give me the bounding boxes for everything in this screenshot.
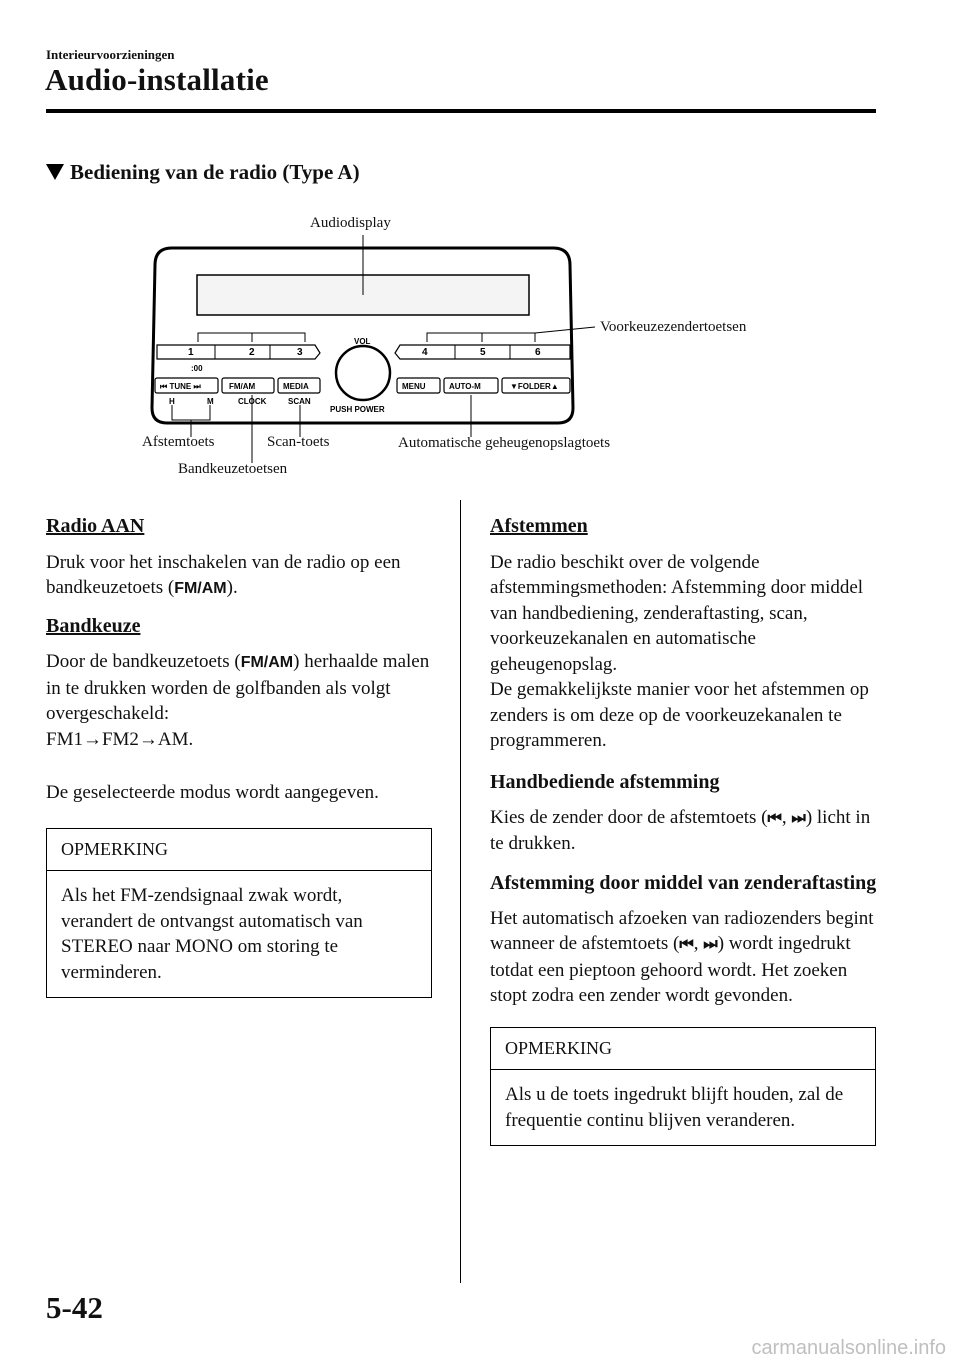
callout-band-buttons: Bandkeuzetoetsen [178,461,288,477]
seek-forward-icon: ⏭ [791,809,806,827]
triangle-icon [46,164,64,180]
fmam-key: FM/AM [174,580,227,597]
preset-3-label: 3 [297,347,303,358]
note-box-right [490,1027,876,1147]
preset-1-label: 1 [188,347,194,358]
band-mode-text: De geselecteerde modus wordt aangegeven. [46,782,379,803]
tune-text-2: De gemakkelijkste manier voor het afstemmen op zenders is om deze op de voorkeuzekanalen te programmeren. [490,679,869,751]
callout-audiodisplay: Audiodisplay [310,215,391,231]
column-divider [460,500,461,1283]
band-title: Bandkeuze [46,614,141,637]
band-sequence: FM1→FM2→AM. [46,728,194,750]
seek-tune-title: Afstemming door middel van zenderaftasting [490,871,877,894]
tune-title: Afstemmen [490,515,588,537]
hour-label: H [169,397,175,406]
radio-figure [130,205,830,490]
note-box-left [46,828,432,999]
seek-forward-icon: ⏭ [703,936,718,953]
callout-preset-buttons: Voorkeuzezendertoetsen [600,319,747,335]
seek-back-icon: ⏮ [767,809,782,827]
seek-tune-text: Het automatisch afzoeken van radiozenders begint wanneer de afstemtoets (⏮, ⏭) wordt ingedrukt totdat een pieptoon gehoord wordt. Het zoeken stopt zodra een zender wordt gevonden. [490,907,874,1006]
vol-label: VOL [354,337,371,346]
manual-tune-text: Kies de zender door de afstemtoets (⏮, ⏭) licht in te drukken. [490,806,871,854]
section-heading [46,160,360,185]
radio-on-title: Radio AAN [46,515,145,537]
note-text: Als u de toets ingedrukt blijft houden, zal de frequentie continu blijven veranderen. [505,1084,844,1131]
callout-auto-memory-button: Automatische geheugenopslagtoets [398,435,611,451]
tune-button-label: ⏮ TUNE ⏭ [160,382,201,391]
section-label: Interieurvoorzieningen [46,47,175,62]
radio-on-text: Druk voor het inschakelen van de radio op een bandkeuzetoets (FM/AM). [46,551,401,598]
preset-2-label: 2 [249,347,255,358]
manual-tune-title: Handbediende afstemming [490,770,720,793]
push-power-label: PUSH POWER [330,405,385,414]
callout-scan-button: Scan-toets [267,434,330,450]
fmam-button-label: FM/AM [229,382,256,391]
title-rule [46,109,876,113]
note-title: OPMERKING [491,1028,875,1071]
note-text: Als het FM-zendsignaal zwak wordt, verandert de ontvangst automatisch van STEREO naar MONO om storing te verminderen. [61,885,363,983]
menu-button-label: MENU [402,382,426,391]
seek-back-icon: ⏮ [679,936,694,953]
page-number: 5-42 [46,1290,103,1325]
folder-button-label: ▼FOLDER▲ [510,382,559,391]
note-title: OPMERKING [47,829,431,872]
callout-tune-button: Afstemtoets [142,434,215,450]
media-button-label: MEDIA [283,382,309,391]
right-column [490,514,878,1146]
scan-sub-label: SCAN [288,397,311,406]
clock-label: :00 [191,364,203,373]
section-heading-text: Bediening van de radio (Type A) [70,160,360,184]
page-title: Audio-installatie [45,62,269,97]
minute-label: M [207,397,214,406]
fmam-key: FM/AM [240,654,294,671]
band-text: Door de bandkeuzetoets (FM/AM) herhaalde malen in te drukken worden de golfbanden als volgt overgeschakeld: [46,651,430,724]
preset-5-label: 5 [480,347,486,358]
preset-4-label: 4 [422,347,428,358]
watermark: carmanualsonline.info [751,1337,946,1359]
clock-sub-label: CLOCK [238,397,267,406]
autom-button-label: AUTO-M [449,382,481,391]
tune-text-1: De radio beschikt over de volgende afstemmingsmethoden: Afstemming door middel van handbediening, zenderaftasting, scan, voorkeuzekanalen en automatische geheugenopslag. [490,551,864,675]
preset-6-label: 6 [535,347,541,358]
left-column [46,514,434,998]
